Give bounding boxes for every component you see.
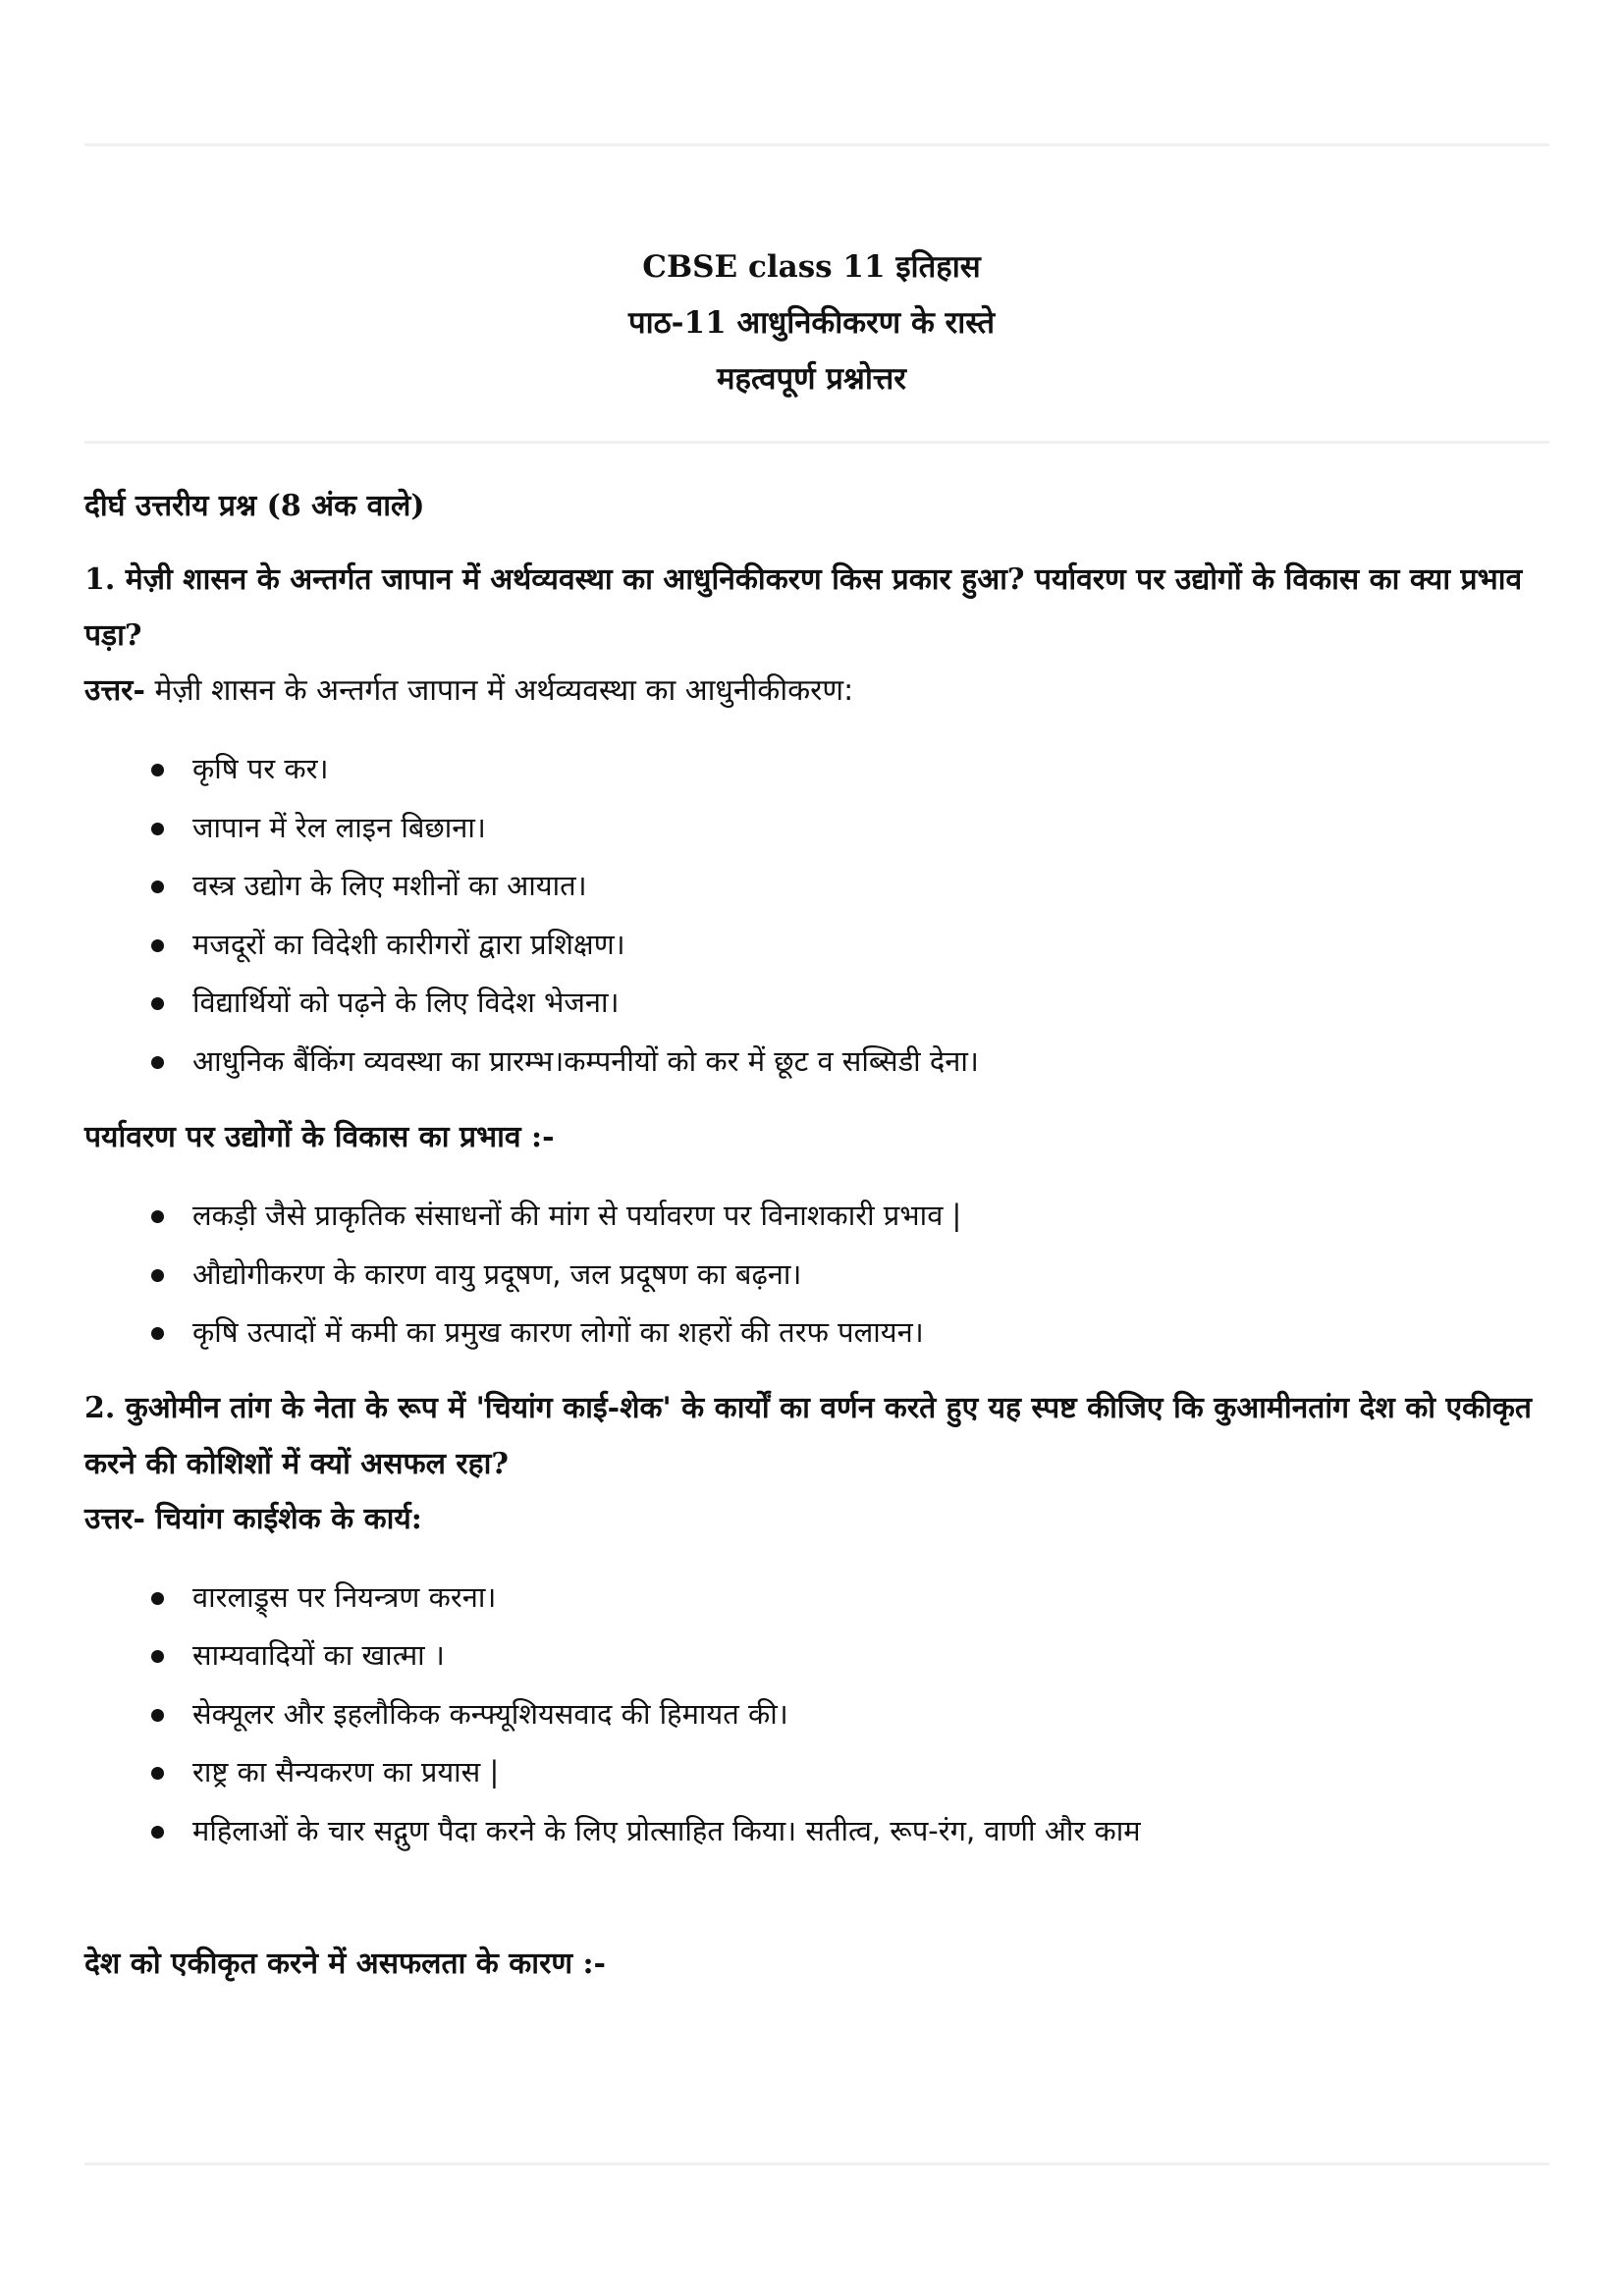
bullet-icon — [151, 1327, 164, 1340]
subheading-environment: पर्यावरण पर उद्योगों के विकास का प्रभाव :- — [84, 1120, 555, 1154]
list-item: कृषि उत्पादों में कमी का प्रमुख कारण लोगों का शहरों की तरफ पलायन। — [84, 1304, 1549, 1362]
answer-2-intro: उत्तर- चियांग काईशेक के कार्य: — [84, 1501, 422, 1536]
header-course: CBSE class 11 इतिहास — [642, 249, 981, 285]
bullet-icon — [151, 1269, 164, 1282]
document-body — [84, 479, 1549, 1992]
answer-text: मेज़ी शासन के अन्तर्गत जापान में अर्थव्यवस्था का आधुनीकीकरण: — [144, 673, 854, 708]
header-subtitle: महत्वपूर्ण प्रश्नोत्तर — [717, 361, 906, 397]
bullet-icon — [151, 1210, 164, 1223]
bullet-icon — [151, 997, 164, 1010]
bullet-icon — [151, 1709, 164, 1722]
question-2: 2. कुओमीन तांग के नेता के रूप में 'चियांग काई-शेक' के कार्यों का वर्णन करते हुए यह स्पष्ट कीजिए कि कुआमीनतांग देश को एकीकृत करने की कोशिशों में क्यों असफल रहा? — [84, 1390, 1533, 1481]
subheading-failure-reasons: देश को एकीकृत करने में असफलता के कारण :- — [84, 1947, 607, 1981]
answer-2-list — [84, 1569, 1549, 1861]
answer-1-intro — [84, 664, 1549, 719]
bullet-icon — [151, 1650, 164, 1663]
bullet-icon — [151, 939, 164, 952]
bullet-icon — [151, 1056, 164, 1069]
header-chapter: पाठ-11 आधुनिकीकरण के रास्ते — [628, 305, 995, 341]
document-header — [0, 240, 1623, 407]
list-item: महिलाओं के चार सद्गुण पैदा करने के लिए प्रोत्साहित किया। सतीत्व, रूप-रंग, वाणी और काम — [84, 1802, 1549, 1861]
bullet-icon — [151, 881, 164, 893]
list-item: लकड़ी जैसे प्राकृतिक संसाधनों की मांग से पर्यावरण पर विनाशकारी प्रभाव | — [84, 1187, 1549, 1246]
bullet-icon — [151, 823, 164, 835]
list-item: राष्ट्र का सैन्यकरण का प्रयास | — [84, 1743, 1549, 1802]
bullet-icon — [151, 1826, 164, 1839]
environment-list — [84, 1187, 1549, 1362]
list-item: औद्योगीकरण के कारण वायु प्रदूषण, जल प्रदूषण का बढ़ना। — [84, 1246, 1549, 1305]
section-title: दीर्घ उत्तरीय प्रश्न (8 अंक वाले) — [84, 489, 425, 523]
list-item: जापान में रेल लाइन बिछाना। — [84, 799, 1549, 858]
list-item: कृषि पर कर। — [84, 740, 1549, 799]
list-item: मजदूरों का विदेशी कारीगरों द्वारा प्रशिक्षण। — [84, 916, 1549, 975]
list-item: वस्त्र उद्योग के लिए मशीनों का आयात। — [84, 857, 1549, 916]
bullet-icon — [151, 1592, 164, 1605]
list-item: साम्यवादियों का खात्मा । — [84, 1627, 1549, 1685]
list-item: आधुनिक बैंकिंग व्यवस्था का प्रारम्भ।कम्पनीयों को कर में छूट व सब्सिडी देना। — [84, 1033, 1549, 1092]
header-divider — [84, 441, 1549, 444]
question-1: 1. मेज़ी शासन के अन्तर्गत जापान में अर्थव्यवस्था का आधुनिकीकरण किस प्रकार हुआ? पर्यावरण पर उद्योगों के विकास का क्या प्रभाव पड़ा? — [84, 562, 1523, 653]
list-item: सेक्यूलर और इहलौकिक कन्फ्यूशियसवाद की हिमायत की। — [84, 1685, 1549, 1744]
list-item: विद्यार्थियों को पढ़ने के लिए विदेश भेजना। — [84, 974, 1549, 1033]
bullet-icon — [151, 1767, 164, 1780]
answer-label: उत्तर- — [84, 673, 145, 708]
bullet-icon — [151, 764, 164, 776]
bottom-divider — [84, 2163, 1549, 2165]
top-divider — [84, 143, 1549, 146]
answer-1-list — [84, 740, 1549, 1091]
list-item: वारलाड्र्स पर नियन्त्रण करना। — [84, 1569, 1549, 1628]
